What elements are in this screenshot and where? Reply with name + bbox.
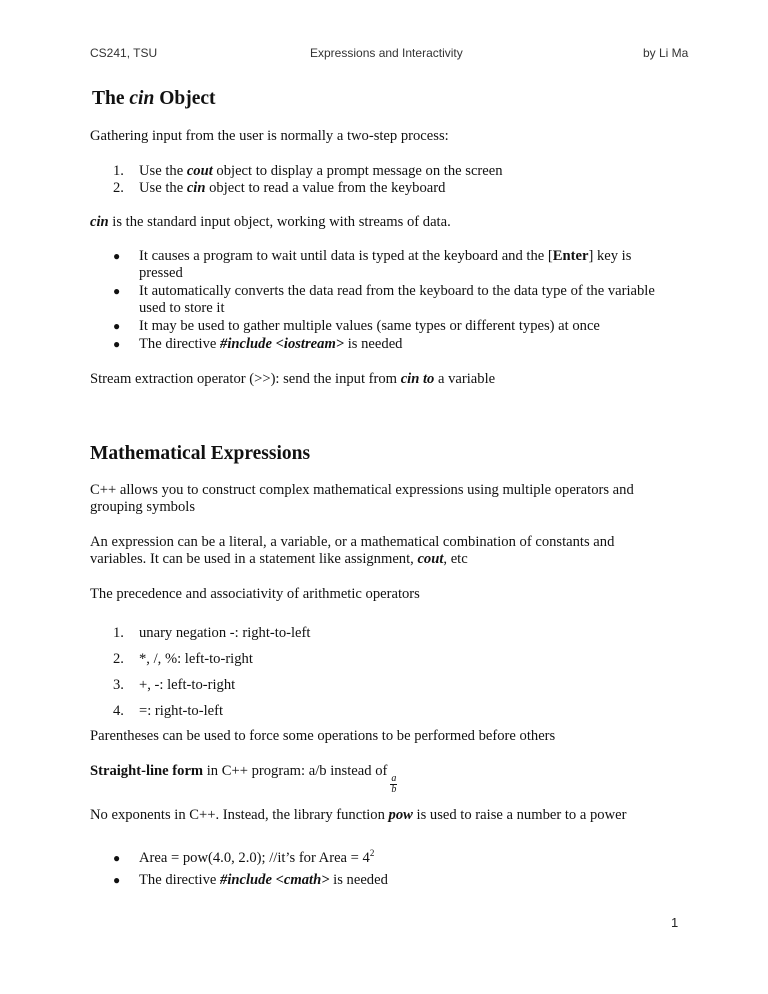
header-author: by Li Ma	[643, 46, 689, 60]
step-item	[113, 180, 445, 197]
para-line	[90, 551, 468, 568]
bullet-text: It causes a program to wait until data is typed at the keyboard and the [	[139, 248, 553, 264]
page-number: 1	[671, 915, 679, 930]
step-text: object to display a prompt message on the screen	[212, 163, 503, 179]
key-name: Enter	[552, 248, 589, 264]
code-keyword: cout	[417, 551, 444, 567]
step-text: Use the	[139, 163, 187, 179]
note-text: is used to raise a number to a power	[412, 807, 627, 823]
note-text: a variable	[434, 371, 496, 387]
code-keyword: pow	[388, 807, 413, 823]
bullet-item	[113, 318, 600, 335]
code-directive: #include <cmath>	[220, 872, 330, 888]
bullet-icon: ●	[113, 249, 121, 263]
bullet-text: is needed	[344, 336, 403, 352]
cin-definition	[90, 214, 451, 231]
para-line: grouping symbols	[90, 499, 195, 515]
code-keyword: cin	[90, 214, 109, 230]
precedence-item	[113, 703, 223, 720]
header-course: CS241, TSU	[90, 46, 158, 60]
bullet-icon: ●	[113, 319, 121, 333]
bullet-item	[113, 336, 402, 353]
bullet-icon: ●	[113, 284, 121, 298]
title-emphasis: cin	[129, 88, 155, 109]
bullet-text: The directive	[139, 336, 221, 352]
precedence-item	[113, 677, 235, 694]
term-bold: Straight-line form	[90, 763, 204, 779]
straight-line-note	[90, 763, 397, 795]
bullet-icon: ●	[113, 850, 121, 865]
step-text: object to read a value from the keyboard	[205, 180, 446, 196]
fraction-a-over-b	[390, 774, 397, 795]
bullet-item	[113, 872, 388, 889]
code-directive: #include <iostream>	[220, 336, 345, 352]
precedence-intro: The precedence and associativity of arithmetic operators	[90, 586, 420, 602]
precedence-item	[113, 651, 253, 668]
bullet-text: It automatically converts the data read from the keyboard to the data type of the variable	[139, 283, 655, 299]
note-text: No exponents in C++. Instead, the library function	[90, 807, 389, 823]
bullet-text: ] key is	[588, 248, 632, 264]
header-title: Expressions and Interactivity	[310, 46, 463, 60]
bullet-text: It may be used to gather multiple values (same types or different types) at once	[139, 318, 600, 334]
item-text: =: right-to-left	[139, 703, 224, 719]
extraction-operator-note	[90, 371, 495, 388]
bullet-text: is needed	[329, 872, 388, 888]
parentheses-note: Parentheses can be used to force some operations to be performed before others	[90, 728, 556, 744]
precedence-item	[113, 625, 310, 642]
bullet-icon: ●	[113, 873, 121, 887]
title-text: Object	[154, 88, 216, 109]
section-title-math: Mathematical Expressions	[90, 443, 311, 464]
code-keyword: cin to	[400, 371, 435, 387]
exponent: 2	[369, 848, 375, 858]
pow-note	[90, 807, 626, 824]
step-item	[113, 163, 503, 180]
code-example: Area = pow(4.0, 2.0); //it’s for Area = 4	[139, 849, 370, 866]
code-keyword: cin	[186, 180, 206, 196]
item-number: 3.	[113, 677, 124, 693]
code-keyword: cout	[186, 163, 213, 179]
step-number: 2.	[113, 180, 124, 196]
item-number: 2.	[113, 651, 124, 667]
bullet-item	[113, 283, 655, 300]
para-text: , etc	[443, 551, 468, 567]
bullet-continuation: pressed	[139, 265, 183, 281]
definition-text: is the standard input object, working with streams of data.	[108, 214, 451, 230]
item-number: 4.	[113, 703, 124, 719]
para-line: An expression can be a literal, a variable, or a mathematical combination of constants and	[90, 534, 615, 550]
para-text: variables. It can be used in a statement like assignment,	[90, 551, 418, 567]
intro-paragraph: Gathering input from the user is normally a two-step process:	[90, 128, 449, 144]
fraction-denominator: b	[391, 784, 397, 795]
item-number: 1.	[113, 625, 124, 641]
bullet-text: The directive	[139, 872, 221, 888]
step-number: 1.	[113, 163, 124, 179]
item-text: +, -: left-to-right	[139, 677, 236, 693]
bullet-icon: ●	[113, 337, 121, 351]
note-text: Stream extraction operator (>>): send the input from	[90, 371, 401, 387]
bullet-item	[113, 248, 631, 265]
title-text: The	[92, 88, 130, 109]
fraction-numerator: a	[391, 773, 397, 784]
item-text: *, /, %: left-to-right	[139, 651, 253, 667]
note-text: in C++ program: a/b instead of	[203, 763, 388, 779]
para-line: C++ allows you to construct complex mathematical expressions using multiple operators and	[90, 482, 634, 498]
item-text: unary negation -: right-to-left	[139, 625, 311, 641]
step-text: Use the	[139, 180, 187, 196]
bullet-item	[113, 845, 374, 867]
section-title-cin	[92, 88, 216, 110]
bullet-continuation: used to store it	[139, 300, 225, 316]
